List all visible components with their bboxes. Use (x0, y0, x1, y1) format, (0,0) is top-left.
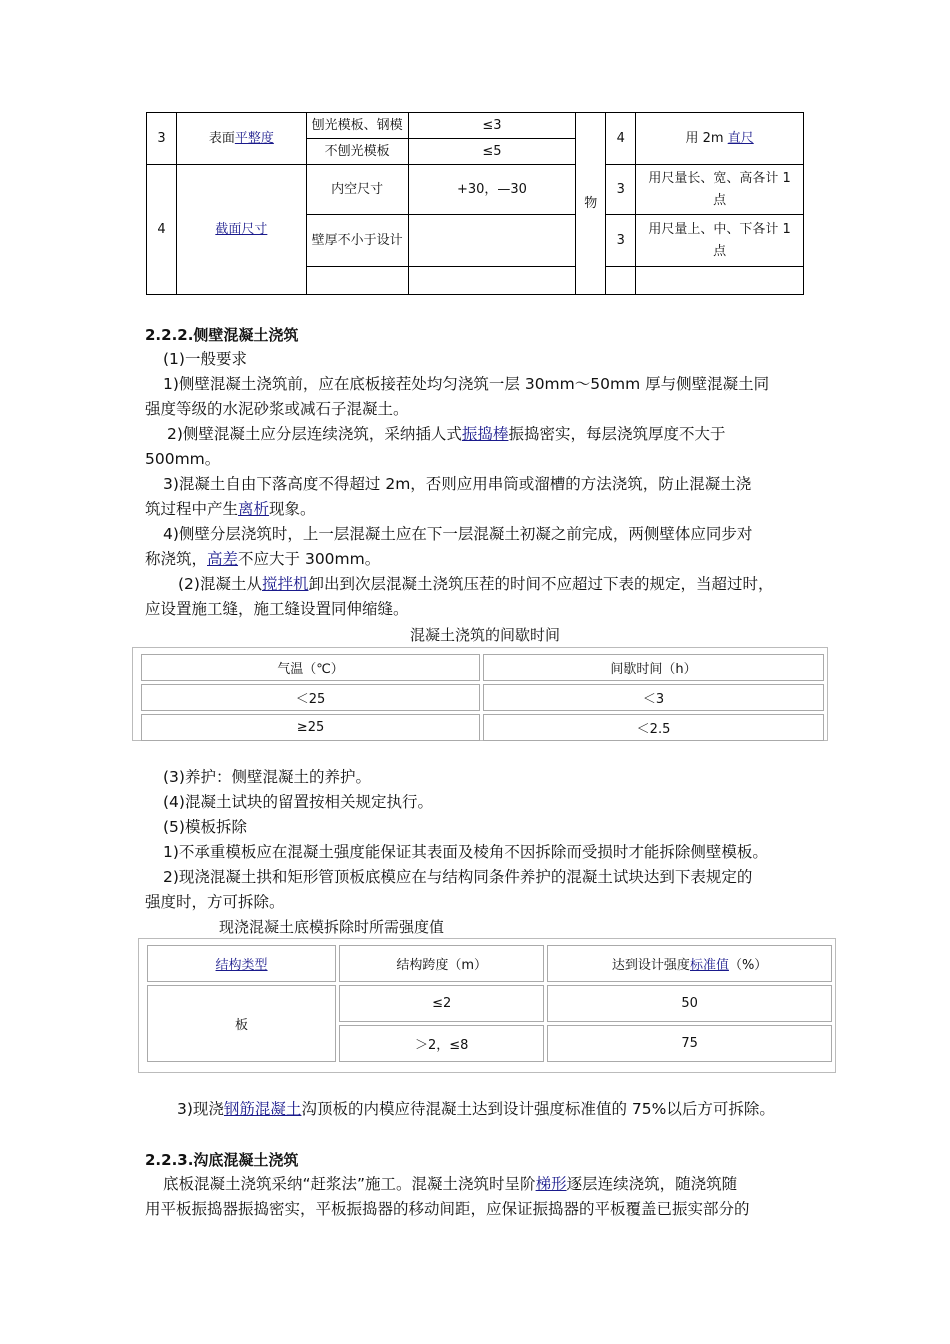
sub-item: 壁厚不小于设计 (306, 215, 408, 267)
paragraph: 应设置施工缝，施工缝设置同伸缩缝。 (145, 600, 409, 618)
paragraph: 3)混凝土自由下落高度不得超过 2m，否则应用串筒或溜槽的方法浇筑，防止混凝土浇 (163, 475, 752, 493)
section-heading: 2.2.2.侧壁混凝土浇筑 (145, 326, 299, 344)
mixer-link[interactable]: 搅拌机 (261, 575, 309, 593)
table-row (141, 684, 824, 711)
table-cell: ＜25 (141, 684, 480, 711)
paragraph: 2)侧壁混凝土应分层连续浇筑，采纳插人式振捣棒振捣密实，每层浇筑厚度不大于 (167, 425, 726, 443)
merged-range-cell: 物 (576, 113, 606, 295)
table-cell: ＞2，≤8 (339, 1025, 544, 1062)
height-difference-link[interactable]: 高差 (207, 550, 239, 568)
table-cell: 75 (547, 1025, 832, 1062)
header-cell: 间歇时间（h） (483, 654, 824, 681)
segregation-link[interactable]: 离析 (238, 500, 270, 518)
frequency: 3 (606, 215, 636, 267)
section-heading: 2.2.3.沟底混凝土浇筑 (145, 1151, 299, 1169)
frequency: 3 (606, 165, 636, 215)
strength-table (144, 942, 835, 1065)
sub-item: 刨光模板、钢模 (306, 113, 408, 139)
paragraph: 强度时，方可拆除。 (145, 893, 285, 911)
header-cell: 气温（℃） (141, 654, 480, 681)
header-cell (147, 945, 336, 982)
empty-cell (306, 267, 408, 295)
vibrator-link[interactable]: 振捣棒 (461, 425, 509, 443)
empty-cell (636, 267, 804, 295)
tolerance-value: ≤5 (408, 139, 576, 165)
table-row (147, 985, 832, 1022)
section-size-link[interactable]: 截面尺寸 (215, 221, 268, 237)
method: 用尺量上、中、下各计 1 点 (636, 215, 804, 267)
sub-item: 不刨光模板 (306, 139, 408, 165)
empty-cell (606, 267, 636, 295)
strength-table-frame (138, 938, 836, 1073)
table-cell: 50 (547, 985, 832, 1022)
paragraph: 底板混凝土浇筑采纳“赶浆法”施工。混凝土浇筑时呈阶梯形逐层连续浇筑，随浇筑随 (163, 1175, 738, 1193)
header-cell: 结构跨度（m） (339, 945, 544, 982)
paragraph: 强度等级的水泥砂浆或减石子混凝土。 (145, 400, 409, 418)
paragraph: 用平板振捣器振捣密实，平板振捣器的移动间距，应保证振捣器的平板覆盖已振实部分的 (145, 1200, 750, 1218)
table-caption: 混凝土浇筑的间歇时间 (410, 626, 561, 644)
paragraph: 1)不承重模板应在混凝土强度能保证其表面及棱角不因拆除而受损时才能拆除侧壁模板。 (163, 843, 768, 861)
paragraph: 4)侧壁分层浇筑时，上一层混凝土应在下一层混凝土初凝之前完成，两侧壁体应同步对 (163, 525, 753, 543)
paragraph: 称浇筑，高差不应大于 300mm。 (145, 550, 381, 568)
sub-item: 内空尺寸 (306, 165, 408, 215)
tolerance-value: +30，—30 (408, 165, 576, 215)
paragraph: 筑过程中产生离析现象。 (145, 500, 316, 518)
method: 用 2m 直尺 (636, 113, 804, 165)
stepped-link[interactable]: 梯形 (535, 1175, 567, 1193)
tolerance-value (408, 215, 576, 267)
method: 用尺量长、宽、高各计 1 点 (636, 165, 804, 215)
paragraph: (3)养护：侧壁混凝土的养护。 (163, 768, 371, 786)
table-row (141, 714, 824, 741)
table-cell: ≤2 (339, 985, 544, 1022)
paragraph: (2)混凝土从搅拌机卸出到次层混凝土浇筑压茬的时间不应超过下表的规定，当超过时， (178, 575, 774, 593)
interval-table-frame (132, 647, 828, 741)
paragraph: (4)混凝土试块的留置按相关规定执行。 (163, 793, 433, 811)
row-number: 4 (147, 165, 177, 295)
header-cell: 达到设计强度标准值（%） (547, 945, 832, 982)
paragraph: 2)现浇混凝土拱和矩形管顶板底模应在与结构同条件养护的混凝土试块达到下表规定的 (163, 868, 753, 886)
standard-value-link[interactable]: 标准值 (689, 958, 729, 973)
table-cell: 板 (147, 985, 336, 1062)
frequency: 4 (606, 113, 636, 165)
paragraph: (1)一般要求 (163, 350, 247, 368)
flatness-link[interactable]: 平整度 (234, 130, 274, 146)
table-cell: ＜3 (483, 684, 824, 711)
item-name: 表面平整度 (176, 113, 306, 165)
table-cell: ≥25 (141, 714, 480, 741)
reinforced-concrete-link[interactable]: 钢筋混凝土 (223, 1100, 302, 1118)
paragraph: (5)模板拆除 (163, 818, 247, 836)
paragraph: 3)现浇钢筋混凝土沟顶板的内模应待混凝土达到设计强度标准值的 75%以后方可拆除。 (177, 1100, 775, 1118)
table-cell: ＜2.5 (483, 714, 824, 741)
tolerance-value: ≤3 (408, 113, 576, 139)
row-number: 3 (147, 113, 177, 165)
structure-type-link[interactable]: 结构类型 (215, 958, 268, 973)
item-name (176, 165, 306, 295)
empty-cell (408, 267, 576, 295)
paragraph: 1)侧壁混凝土浇筑前，应在底板接茬处均匀浇筑一层 30mm～50mm 厚与侧壁混凝土同 (163, 375, 770, 393)
paragraph: 500mm。 (145, 450, 221, 468)
straightedge-link[interactable]: 直尺 (727, 130, 754, 146)
interval-table (138, 651, 827, 744)
table-caption: 现浇混凝土底模拆除时所需强度值 (219, 918, 445, 936)
inspection-table (146, 112, 804, 295)
